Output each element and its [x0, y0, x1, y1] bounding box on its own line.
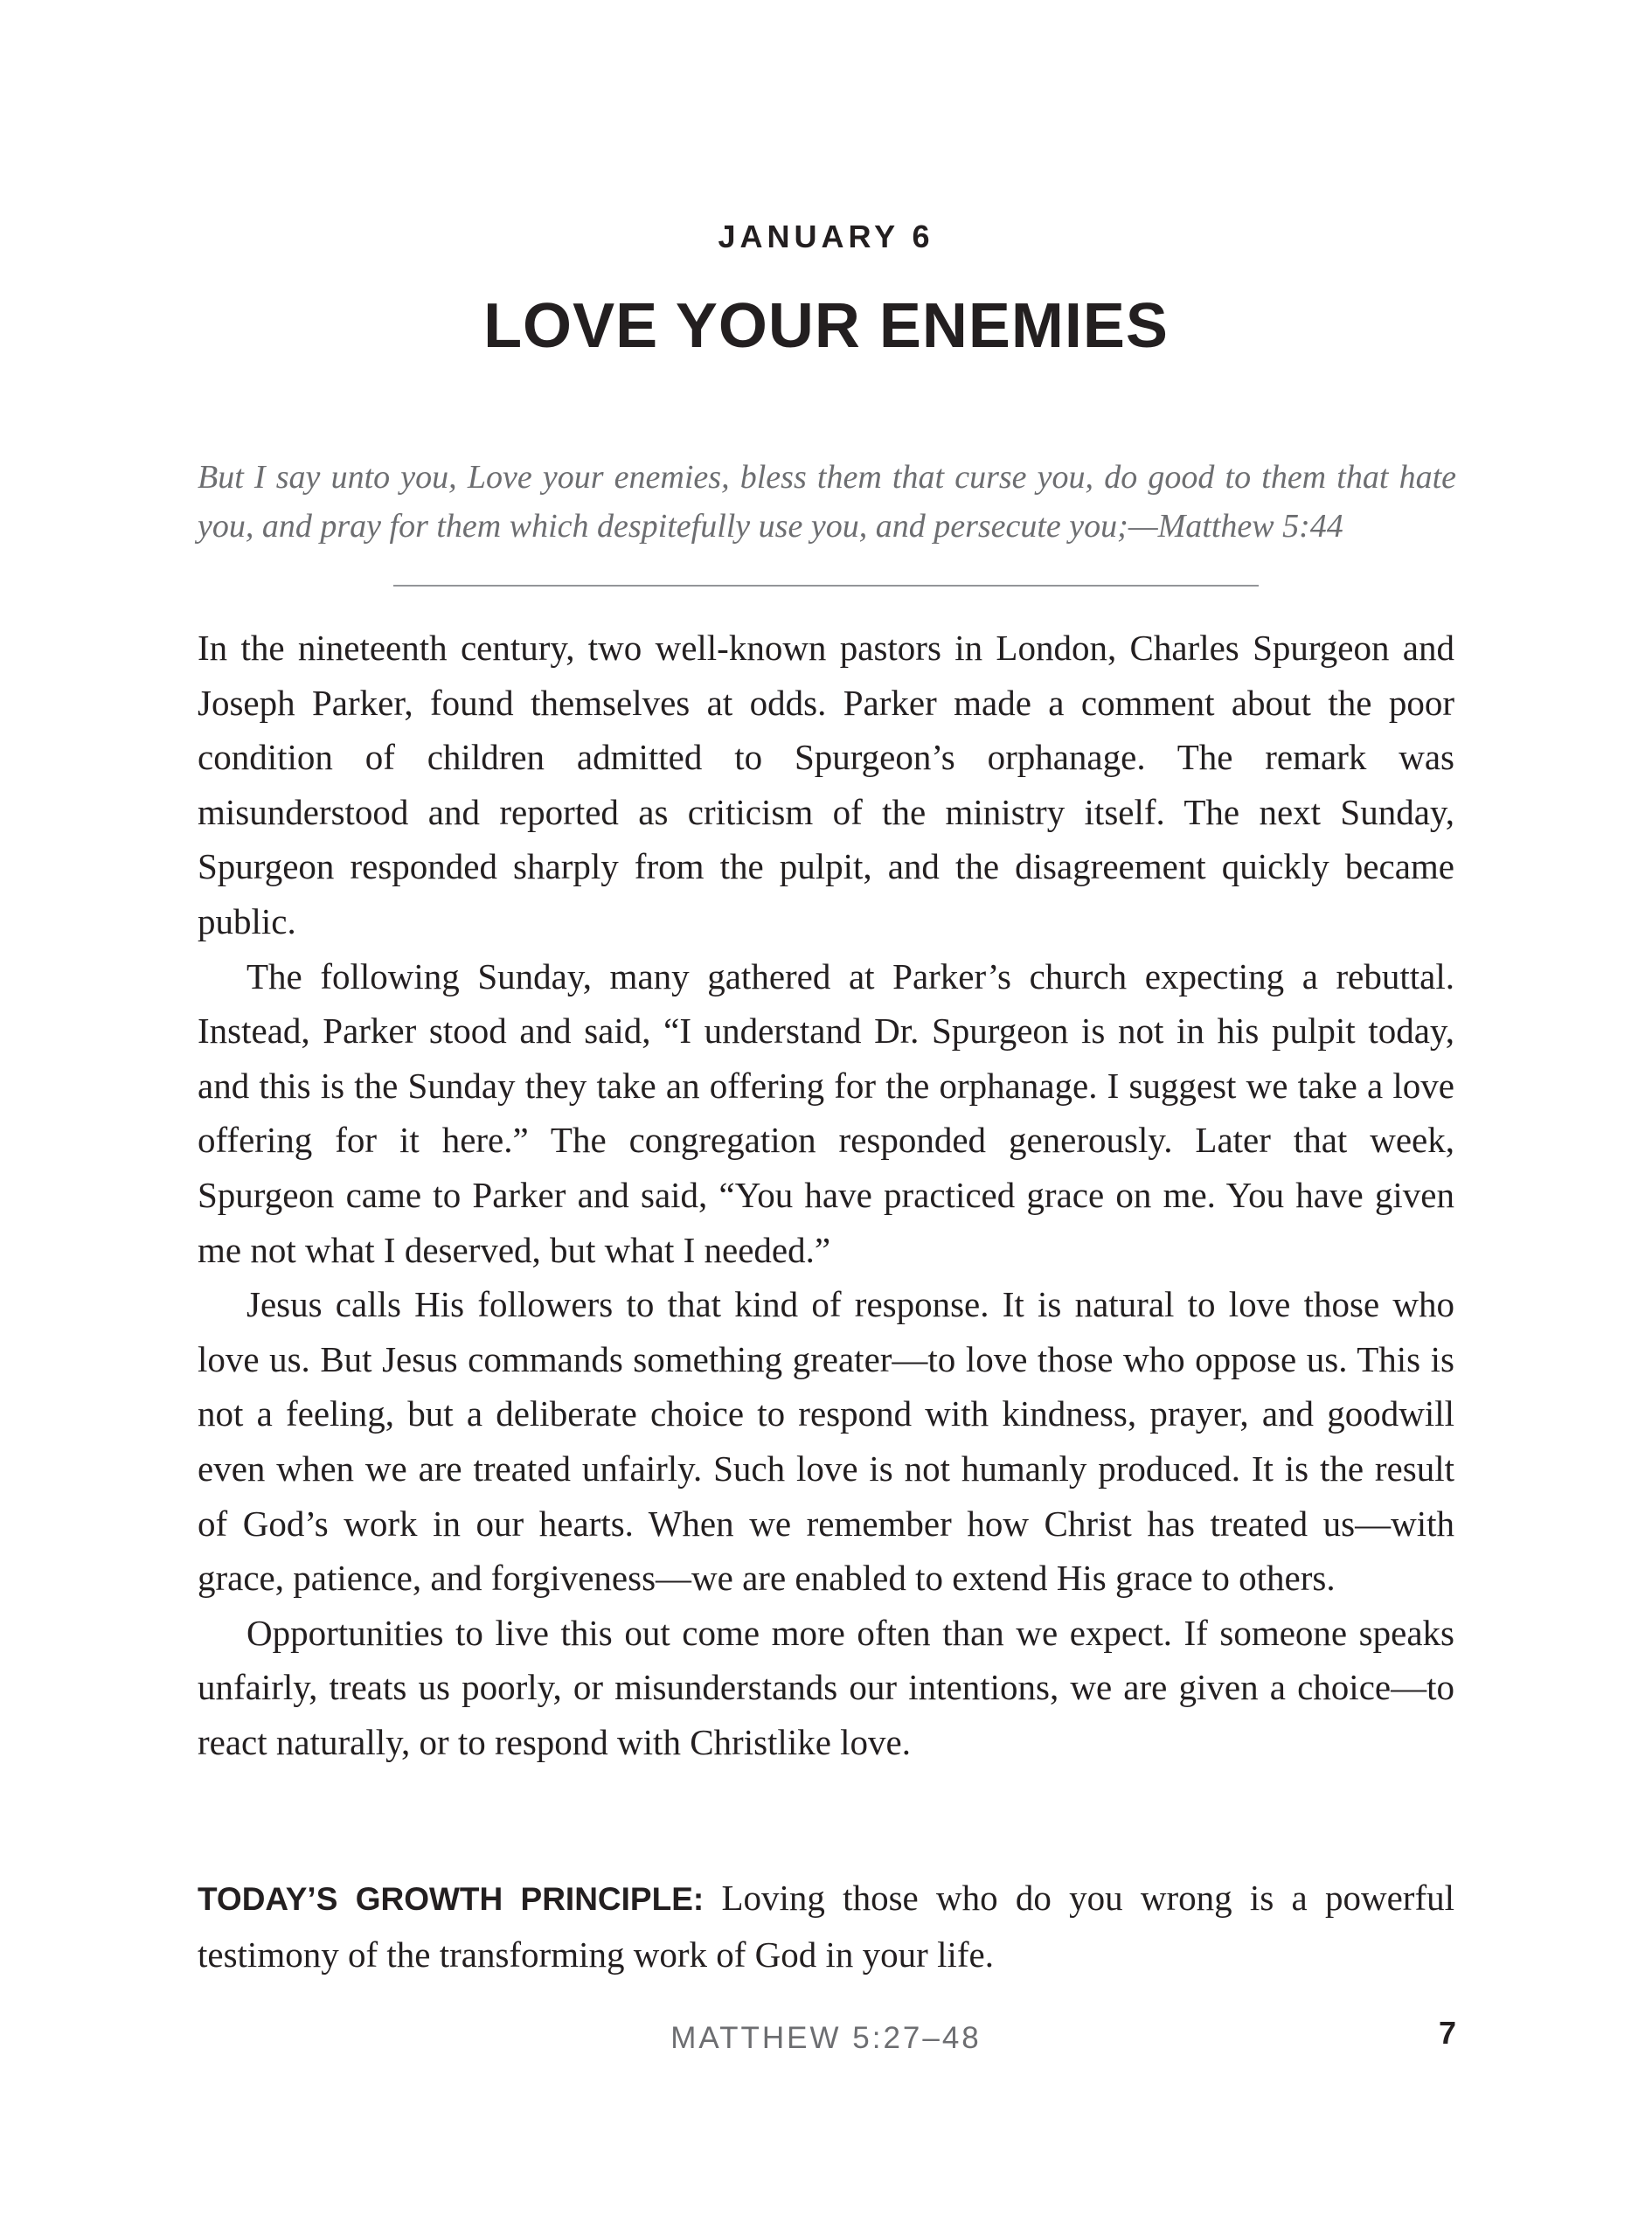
scripture-verse: But I say unto you, Love your enemies, bless them that curse you, do good to them that hate you, and pray for them which despitefully use you, and persecute you;—Matthew 5:44	[198, 459, 1456, 545]
scripture-reading: MATTHEW 5:27–48	[670, 2021, 982, 2055]
body-paragraph: Opportunities to live this out come more often than we expect. If someone speaks unfairly, treats us poorly, or misunderstands our intentions, we are given a choice—to react naturally, or to respond with Christlike love.	[198, 1612, 1454, 1762]
body-paragraph: In the nineteenth century, two well-known pastors in London, Charles Spurgeon and Joseph Parker, found themselves at odds. Parker made a comment about the poor condition of children admitted to Spurgeon’s orphanage. The remark was misunderstood and reported as criticism of the ministry itself. The next Sunday, Spurgeon responded sharply from the pulpit, and the disagreement quickly became public.	[198, 628, 1454, 941]
devotional-body	[198, 621, 1454, 1769]
body-paragraph: Jesus calls His followers to that kind of response. It is natural to love those who love us. But Jesus commands something greater—to love those who oppose us. This is not a feeling, but a deliberate choice to respond with kindness, prayer, and goodwill even when we are treated unfairly. Such love is not humanly produced. It is the result of God’s work in our hearts. When we remember how Christ has treated us—with grace, patience, and forgiveness—we are enabled to extend His grace to others.	[198, 1284, 1454, 1599]
body-paragraph: The following Sunday, many gathered at Parker’s church expecting a rebuttal. Instead, Parker stood and said, “I understand Dr. Spurgeon is not in his pulpit today, and this is the Sunday they take an offering for the orphanage. I suggest we take a love offering for it here.” The congregation responded generously. Later that week, Spurgeon came to Parker and said, “You have practiced grace on me. You have given me not what I deserved, but what I needed.”	[198, 955, 1454, 1270]
entry-date: JANUARY 6	[718, 219, 934, 254]
page-number: 7	[1438, 2015, 1456, 2051]
entry-title: LOVE YOUR ENEMIES	[483, 291, 1169, 361]
growth-principle	[198, 1871, 1454, 1982]
growth-principle-text: Loving those who do you wrong is a powerful testimony of the transforming work of God in your life.	[198, 1878, 1455, 1975]
divider-rule	[393, 585, 1259, 587]
growth-principle-label: TODAY’S GROWTH PRINCIPLE:	[198, 1881, 705, 1917]
